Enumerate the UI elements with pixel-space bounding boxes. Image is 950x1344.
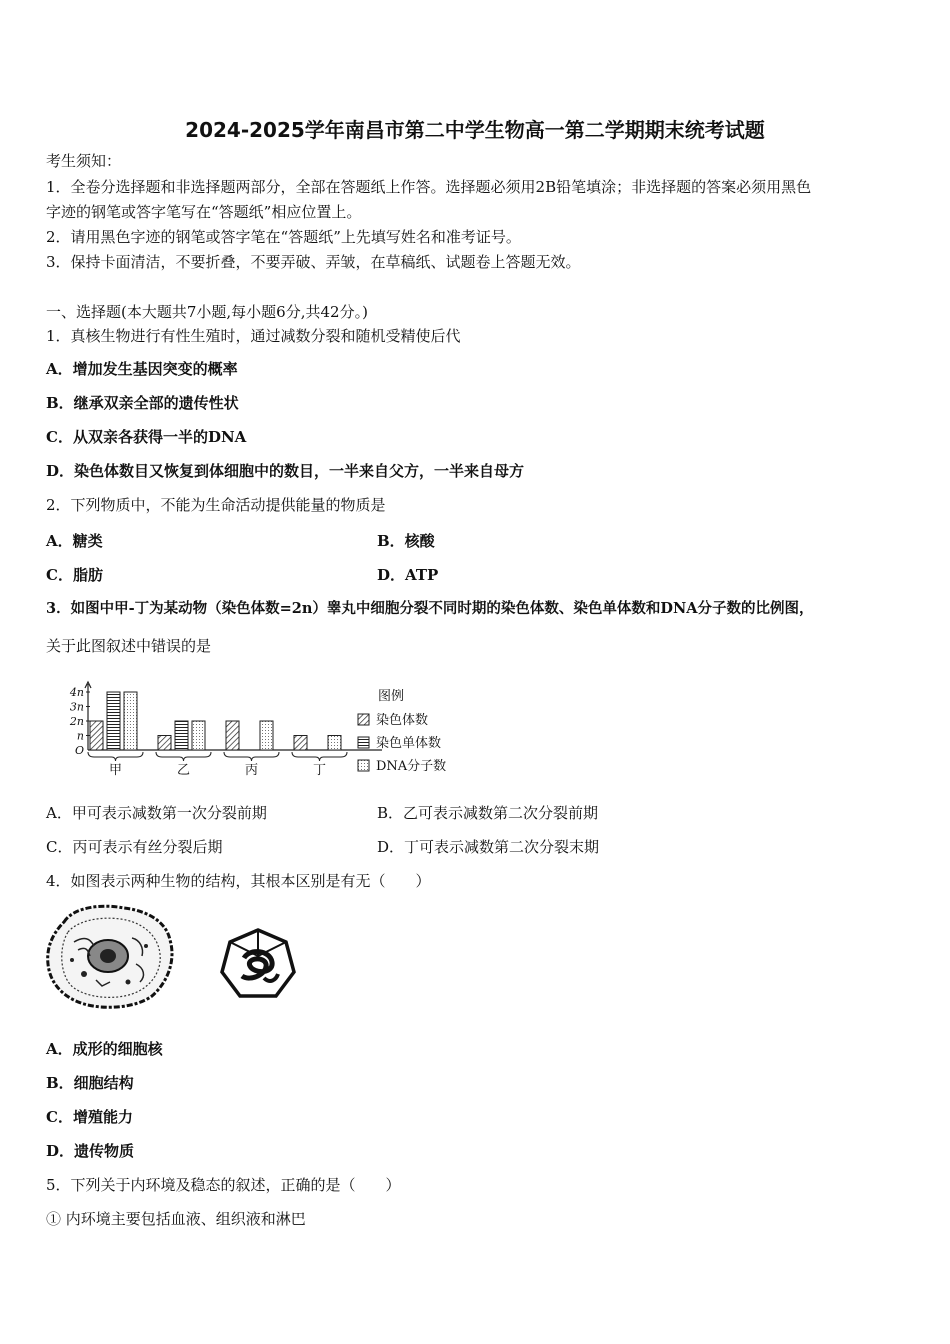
q5-stem: 5．下列关于内环境及稳态的叙述，正确的是（ ） — [46, 1176, 401, 1194]
bar-chromosome — [294, 736, 307, 751]
legend-label: DNA分子数 — [376, 759, 447, 774]
q2-option-a: A．糖类 — [46, 532, 103, 550]
q1-option-c: C．从双亲各获得一半的DNA — [46, 428, 247, 446]
legend-swatch — [358, 714, 369, 725]
bar-dna — [260, 721, 273, 750]
q2-option-d: D．ATP — [377, 566, 439, 584]
q4-stem: 4．如图表示两种生物的结构，其根本区别是有无（ ） — [46, 872, 431, 890]
section-heading: 一、选择题(本大题共7小题,每小题6分,共42分。) — [46, 303, 368, 321]
category-brace — [292, 752, 347, 761]
q3-option-c: C．丙可表示有丝分裂后期 — [46, 838, 223, 856]
bar-chromosome — [158, 736, 171, 751]
legend-swatch — [358, 737, 369, 748]
q2-stem: 2．下列物质中，不能为生命活动提供能量的物质是 — [46, 496, 386, 514]
q3-option-b: B．乙可表示减数第二次分裂前期 — [377, 804, 599, 822]
page-title: 2024-2025学年南昌市第二中学生物高一第二学期期末统考试题 — [185, 118, 765, 142]
legend-label: 染色单体数 — [376, 736, 442, 751]
q3-stem-cont: 关于此图叙述中错误的是 — [46, 637, 212, 655]
q2-option-b: B．核酸 — [377, 532, 435, 550]
notice-item-1-cont: 字迹的钢笔或答字笔写在“答题纸”相应位置上。 — [46, 203, 362, 221]
q4-option-b: B．细胞结构 — [46, 1074, 134, 1092]
q1-stem: 1．真核生物进行有性生殖时，通过减数分裂和随机受精使后代 — [46, 327, 461, 345]
legend-swatch — [358, 760, 369, 771]
category-label: 甲 — [108, 763, 123, 778]
notice-heading: 考生须知： — [46, 152, 122, 170]
y-tick-label: O — [74, 744, 84, 757]
bar-dna — [124, 692, 137, 750]
bar-dna — [328, 736, 341, 751]
virus-figure — [220, 928, 296, 1000]
category-label: 丁 — [312, 763, 327, 778]
y-tick-label: n — [76, 729, 84, 743]
bar-chromosome — [90, 721, 103, 750]
y-tick-label: 4n — [69, 686, 84, 699]
bar-chromatid — [107, 692, 120, 750]
q4-option-c: C．增殖能力 — [46, 1108, 133, 1126]
bar-dna — [192, 721, 205, 750]
q3-chart — [60, 672, 480, 784]
y-tick-label: 3n — [69, 700, 84, 714]
notice-item-2: 2．请用黑色字迹的钢笔或答字笔在“答题纸”上先填写姓名和准考证号。 — [46, 228, 521, 246]
q4-option-d: D．遗传物质 — [46, 1142, 135, 1160]
bar-chromatid — [175, 721, 188, 750]
q3-option-d: D．丁可表示减数第二次分裂末期 — [377, 838, 600, 856]
category-brace — [224, 752, 279, 761]
q4-option-a: A．成形的细胞核 — [46, 1040, 163, 1058]
q3-stem: 3．如图中甲-丁为某动物（染色体数=2n）睾丸中细胞分裂不同时期的染色体数、染色单体数和DNA分子数的比例图， — [46, 600, 814, 617]
legend-label: 染色体数 — [376, 713, 429, 728]
notice-item-3: 3．保持卡面清洁，不要折叠，不要弄破、弄皱，在草稿纸、试题卷上答题无效。 — [46, 253, 581, 271]
animal-cell-figure — [44, 902, 176, 1010]
legend-title: 图例 — [378, 689, 405, 704]
category-brace — [156, 752, 211, 761]
notice-item-1: 1．全卷分选择题和非选择题两部分，全部在答题纸上作答。选择题必须用2B铅笔填涂；非选择题的答案必须用黑色 — [46, 178, 812, 196]
q3-option-a: A．甲可表示减数第一次分裂前期 — [46, 804, 267, 822]
q5-item-1: ① 内环境主要包括血液、组织液和淋巴 — [46, 1210, 306, 1228]
q1-option-d: D．染色体数目又恢复到体细胞中的数目，一半来自父方，一半来自母方 — [46, 462, 525, 480]
q1-option-b: B．继承双亲全部的遗传性状 — [46, 394, 239, 412]
q2-option-c: C．脂肪 — [46, 566, 103, 584]
q1-option-a: A．增加发生基因突变的概率 — [46, 360, 238, 378]
category-label: 丙 — [244, 763, 259, 778]
category-brace — [88, 752, 143, 761]
y-tick-label: 2n — [69, 715, 84, 728]
bar-chromosome — [226, 721, 239, 750]
category-label: 乙 — [176, 763, 191, 778]
